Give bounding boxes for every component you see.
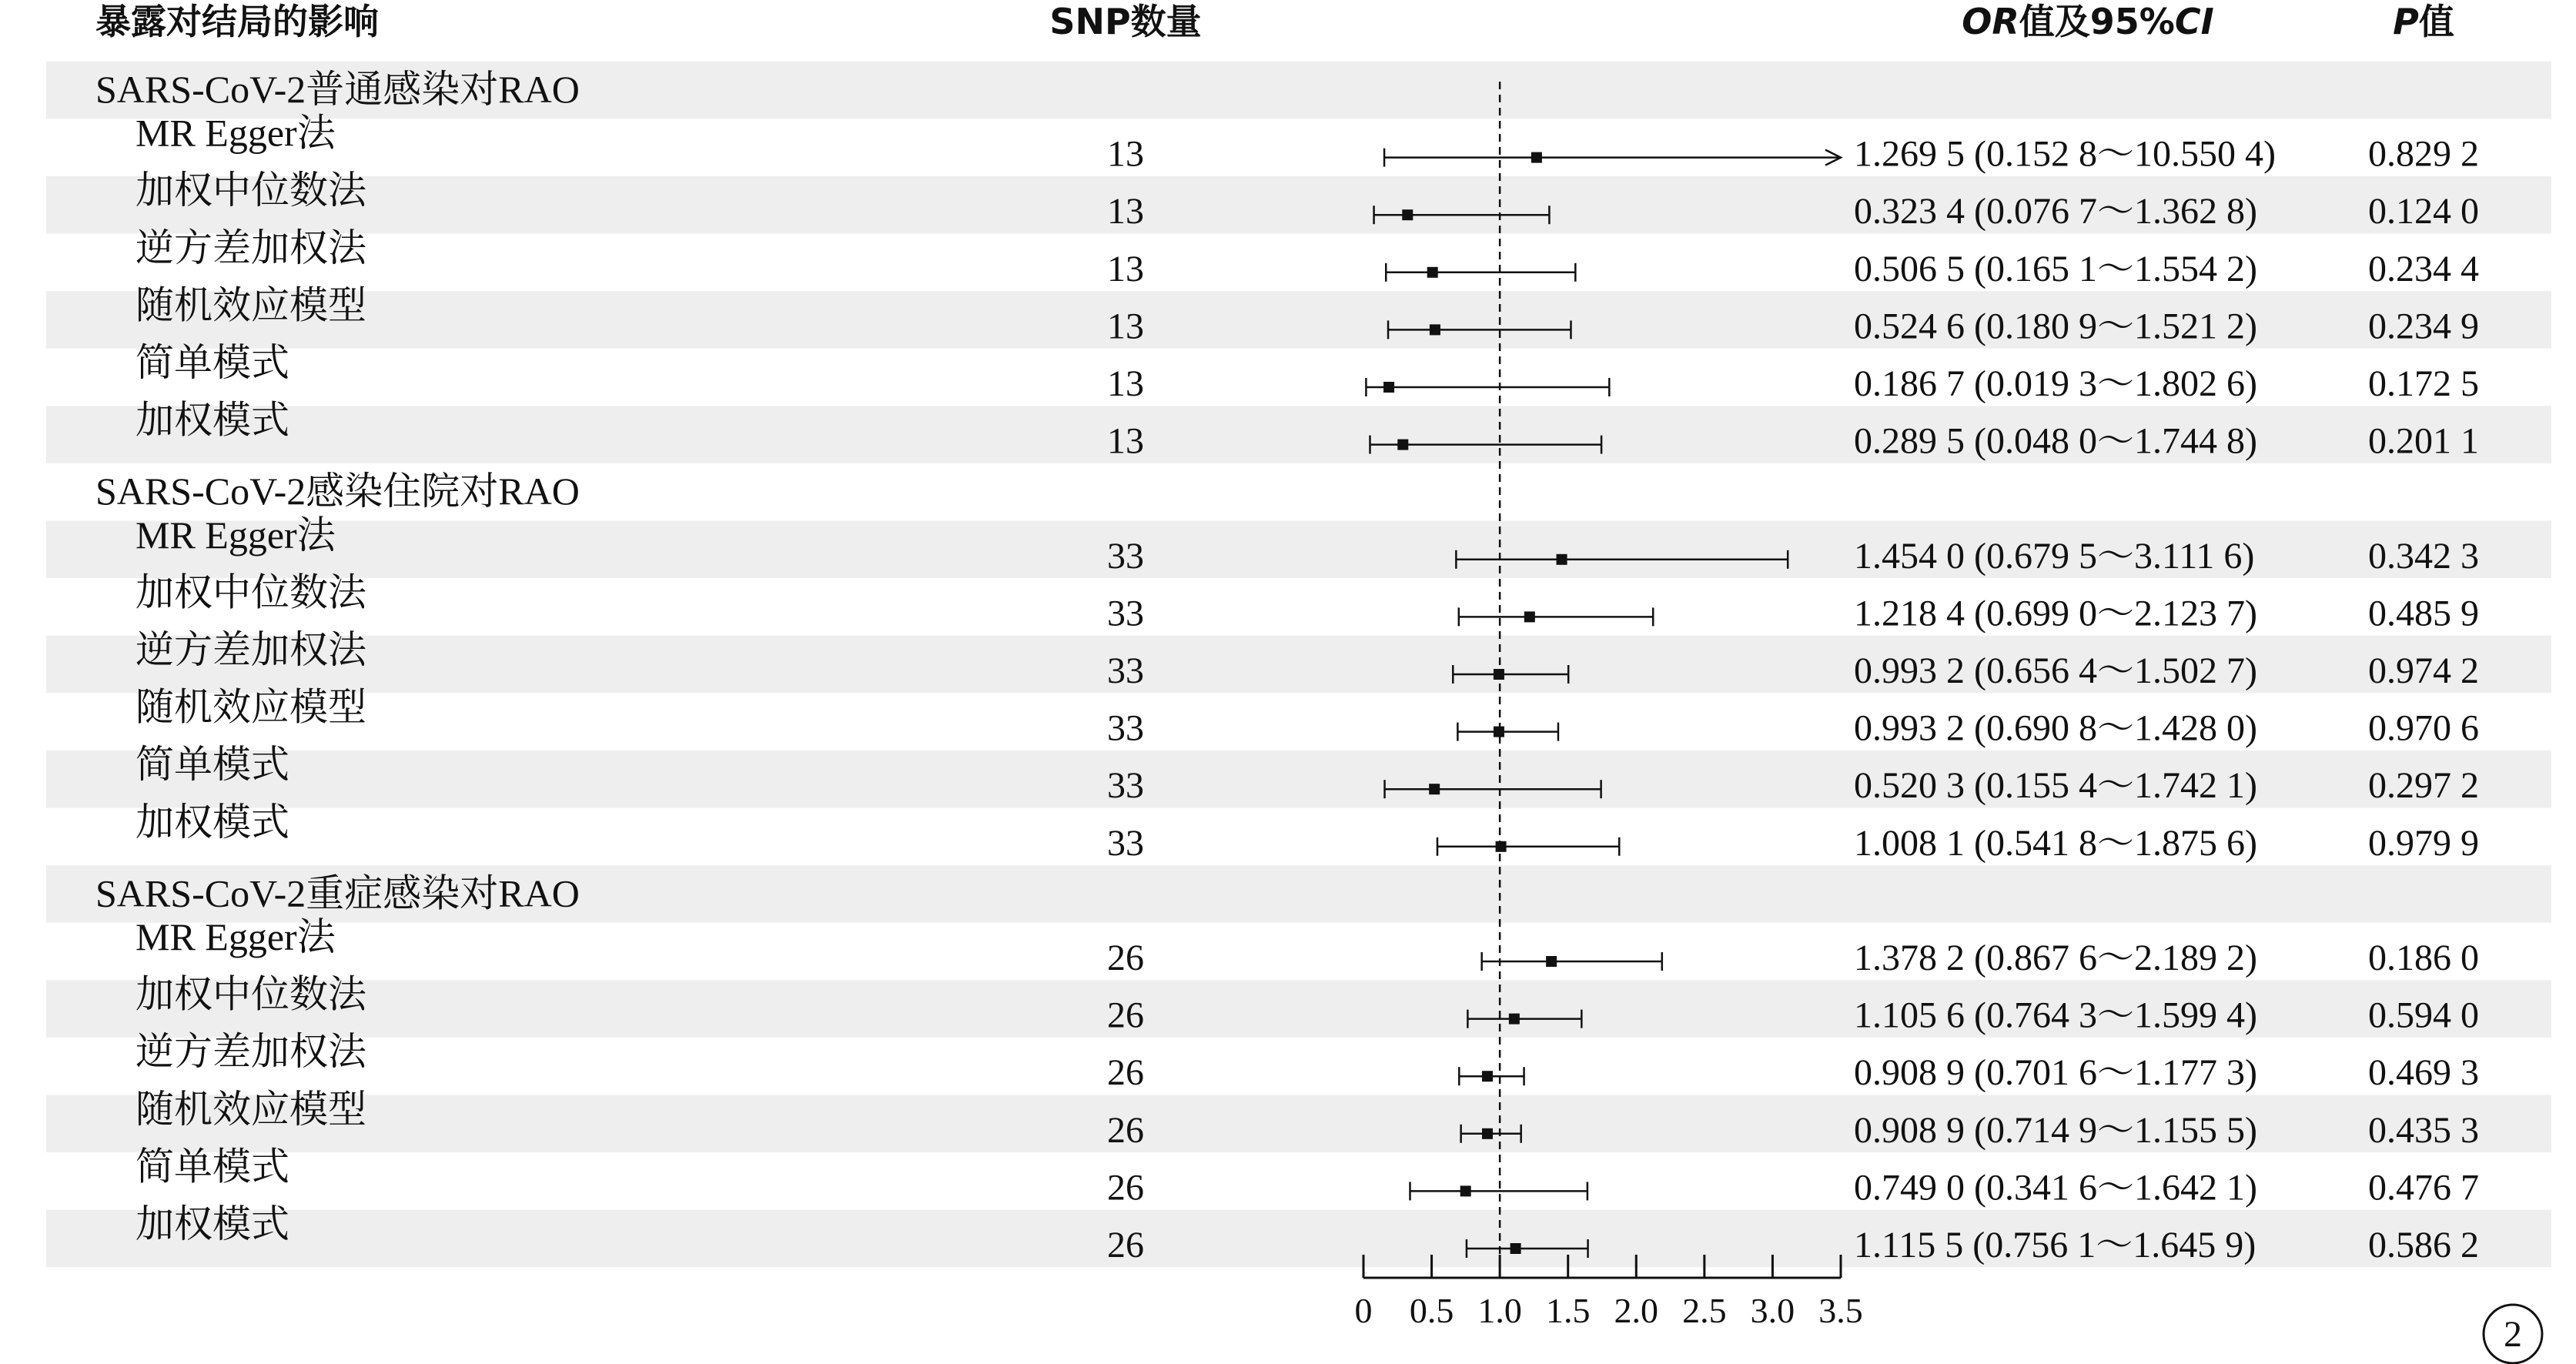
snp-header: SNP数量 bbox=[1049, 1, 1202, 42]
p-value: 0.594 0 bbox=[2368, 995, 2479, 1036]
or-ci-text: 1.105 6 (0.764 3～1.599 4) bbox=[1854, 995, 2257, 1036]
point-estimate bbox=[1427, 267, 1438, 278]
or-header-or: OR bbox=[1962, 1, 2019, 42]
or-ci-text: 0.520 3 (0.155 4～1.742 1) bbox=[1854, 765, 2257, 807]
group-title: SARS-CoV-2感染住院对RAO bbox=[95, 470, 580, 513]
method-label: 随机效应模型 bbox=[135, 1087, 366, 1131]
or-ci-text: 0.289 5 (0.048 0～1.744 8) bbox=[1854, 420, 2257, 462]
snp-count: 33 bbox=[1107, 535, 1144, 577]
point-estimate bbox=[1482, 1071, 1493, 1082]
method-label: 加权中位数法 bbox=[135, 972, 366, 1016]
method-label: 加权模式 bbox=[135, 800, 289, 844]
point-estimate bbox=[1397, 440, 1408, 450]
snp-count: 33 bbox=[1107, 765, 1144, 807]
tick-label: 3.0 bbox=[1750, 1291, 1795, 1330]
tick-label: 0.5 bbox=[1409, 1291, 1454, 1330]
tick-label: 0 bbox=[1354, 1291, 1373, 1330]
tick-label: 2.5 bbox=[1682, 1291, 1727, 1330]
p-value: 0.974 2 bbox=[2368, 650, 2479, 691]
snp-count: 33 bbox=[1107, 822, 1144, 864]
page-badge-number: 2 bbox=[2504, 1314, 2522, 1355]
or-ci-text: 0.186 7 (0.019 3～1.802 6) bbox=[1854, 363, 2257, 404]
p-header bbox=[2393, 1, 2454, 42]
point-estimate bbox=[1524, 611, 1535, 622]
snp-count: 33 bbox=[1107, 707, 1144, 749]
method-label: 简单模式 bbox=[135, 341, 289, 384]
p-value: 0.234 4 bbox=[2368, 248, 2479, 289]
group-title: SARS-CoV-2重症感染对RAO bbox=[95, 871, 580, 915]
method-label: MR Egger法 bbox=[135, 915, 336, 958]
or-ci-text: 0.908 9 (0.701 6～1.177 3) bbox=[1854, 1052, 2257, 1094]
tick-label: 3.5 bbox=[1818, 1291, 1863, 1330]
snp-count: 13 bbox=[1107, 306, 1144, 347]
point-estimate bbox=[1383, 382, 1394, 393]
point-estimate bbox=[1509, 1014, 1520, 1025]
group-title: SARS-CoV-2普通感染对RAO bbox=[95, 68, 580, 111]
snp-count: 13 bbox=[1107, 420, 1144, 462]
p-value: 0.124 0 bbox=[2368, 191, 2479, 232]
or-ci-text: 1.115 5 (0.756 1～1.645 9) bbox=[1854, 1225, 2257, 1265]
point-estimate bbox=[1510, 1243, 1521, 1254]
method-label: 加权中位数法 bbox=[135, 169, 366, 212]
snp-count: 26 bbox=[1107, 1225, 1144, 1265]
p-value: 0.485 9 bbox=[2368, 593, 2479, 634]
p-value: 0.297 2 bbox=[2368, 765, 2479, 807]
or-ci-text: 0.749 0 (0.341 6～1.642 1) bbox=[1854, 1167, 2257, 1209]
or-ci-text: 0.908 9 (0.714 9～1.155 5) bbox=[1854, 1109, 2257, 1151]
or-ci-text: 1.378 2 (0.867 6～2.189 2) bbox=[1854, 938, 2257, 978]
snp-count: 13 bbox=[1107, 133, 1144, 175]
snp-count: 26 bbox=[1107, 1052, 1144, 1094]
p-value: 0.469 3 bbox=[2368, 1052, 2479, 1094]
p-header-suffix: 值 bbox=[2418, 1, 2454, 42]
or-header bbox=[1962, 1, 2214, 42]
p-value: 0.201 1 bbox=[2368, 420, 2479, 462]
or-ci-text: 1.218 4 (0.699 0～2.123 7) bbox=[1854, 593, 2257, 634]
snp-count: 26 bbox=[1107, 1109, 1144, 1151]
p-value: 0.435 3 bbox=[2368, 1109, 2479, 1151]
method-label: 简单模式 bbox=[135, 743, 289, 787]
table-header bbox=[95, 1, 2454, 42]
snp-count: 26 bbox=[1107, 938, 1144, 978]
method-label: 随机效应模型 bbox=[135, 685, 366, 729]
point-estimate bbox=[1482, 1128, 1493, 1139]
point-estimate bbox=[1557, 554, 1567, 565]
or-ci-text: 0.993 2 (0.690 8～1.428 0) bbox=[1854, 707, 2257, 749]
or-ci-text: 0.323 4 (0.076 7～1.362 8) bbox=[1854, 191, 2257, 232]
point-estimate bbox=[1546, 956, 1557, 967]
point-estimate bbox=[1496, 841, 1507, 852]
or-ci-text: 1.454 0 (0.679 5～3.111 6) bbox=[1854, 535, 2255, 577]
p-value: 0.829 2 bbox=[2368, 133, 2479, 175]
or-ci-text: 1.269 5 (0.152 8～10.550 4) bbox=[1854, 133, 2276, 175]
p-value: 0.172 5 bbox=[2368, 363, 2479, 404]
p-value: 0.342 3 bbox=[2368, 535, 2479, 577]
point-estimate bbox=[1460, 1185, 1471, 1196]
method-label: 加权模式 bbox=[135, 398, 289, 442]
method-label: 逆方差加权法 bbox=[135, 628, 366, 671]
point-estimate bbox=[1429, 784, 1440, 794]
p-value: 0.186 0 bbox=[2368, 938, 2479, 978]
or-ci-text: 0.993 2 (0.656 4～1.502 7) bbox=[1854, 650, 2257, 691]
tick-label: 1.5 bbox=[1545, 1291, 1591, 1330]
method-label: 简单模式 bbox=[135, 1145, 289, 1188]
method-label: 逆方差加权法 bbox=[135, 1030, 366, 1074]
p-value: 0.476 7 bbox=[2368, 1167, 2479, 1209]
or-header-ci: CI bbox=[2174, 1, 2214, 42]
p-value: 0.979 9 bbox=[2368, 822, 2479, 864]
method-label: 逆方差加权法 bbox=[135, 226, 366, 269]
snp-count: 33 bbox=[1107, 650, 1144, 691]
page-badge bbox=[2484, 1305, 2542, 1363]
snp-count: 13 bbox=[1107, 248, 1144, 289]
p-value: 0.234 9 bbox=[2368, 306, 2479, 347]
p-value: 0.586 2 bbox=[2368, 1225, 2479, 1265]
p-value: 0.970 6 bbox=[2368, 707, 2479, 749]
exposure-header: 暴露对结局的影响 bbox=[95, 1, 379, 42]
point-estimate bbox=[1430, 324, 1440, 335]
tick-label: 1.0 bbox=[1477, 1291, 1522, 1330]
snp-count: 13 bbox=[1107, 191, 1144, 232]
or-ci-text: 1.008 1 (0.541 8～1.875 6) bbox=[1854, 822, 2257, 864]
snp-count: 13 bbox=[1107, 363, 1144, 404]
point-estimate bbox=[1402, 209, 1413, 220]
point-estimate bbox=[1531, 152, 1542, 163]
method-label: 加权模式 bbox=[135, 1202, 289, 1245]
method-label: MR Egger法 bbox=[135, 111, 336, 155]
snp-count: 26 bbox=[1107, 995, 1144, 1036]
method-label: 加权中位数法 bbox=[135, 570, 366, 614]
method-label: MR Egger法 bbox=[135, 513, 336, 557]
method-label: 随机效应模型 bbox=[135, 283, 366, 327]
snp-count: 33 bbox=[1107, 593, 1144, 634]
or-header-mid: 值及95% bbox=[2019, 1, 2175, 42]
snp-count: 26 bbox=[1107, 1167, 1144, 1209]
p-header-p: P bbox=[2393, 1, 2419, 42]
tick-label: 2.0 bbox=[1614, 1291, 1659, 1330]
or-ci-text: 0.506 5 (0.165 1～1.554 2) bbox=[1854, 248, 2257, 289]
or-ci-text: 0.524 6 (0.180 9～1.521 2) bbox=[1854, 306, 2257, 347]
